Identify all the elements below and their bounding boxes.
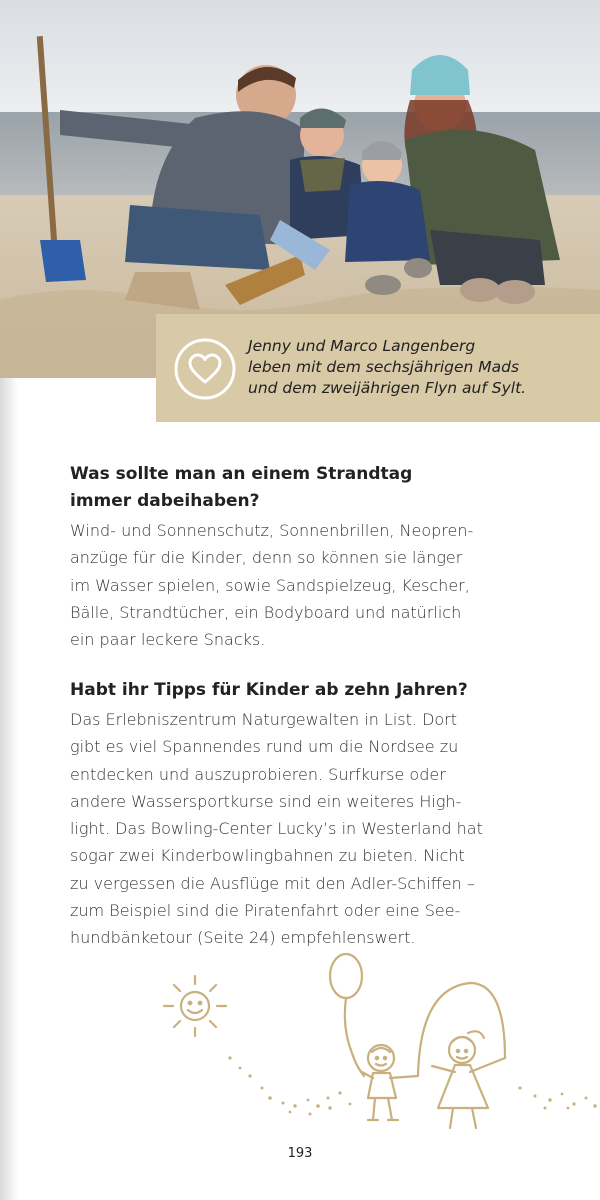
- question-heading: [70, 461, 570, 515]
- question-heading: [70, 677, 570, 704]
- caption-box: [156, 314, 600, 422]
- answer-line: hundbänketour (Seite 24) empfehlenswert.: [70, 928, 416, 948]
- page-number: 193: [287, 1146, 313, 1161]
- answer-line: ein paar leckere Snacks.: [70, 630, 266, 650]
- sun-icon: [164, 976, 226, 1036]
- heart-icon: [174, 338, 236, 400]
- answer-line: im Wasser spielen, sowie Sandspielzeug, Kescher,: [70, 575, 470, 595]
- caption-line: leben mit dem sechsjährigen Mads: [248, 358, 520, 376]
- balloon-icon: [330, 954, 364, 1076]
- answer-line: Bälle, Strandtücher, ein Bodyboard und natürlich: [70, 602, 462, 622]
- photo-caption: [248, 336, 588, 399]
- answer-line: entdecken und auszuprobieren. Surfkurse oder: [70, 764, 446, 784]
- caption-line: Jenny und Marco Langenberg: [248, 337, 476, 355]
- answer-paragraph: [70, 706, 570, 952]
- question-line: Was sollte man an einem Strandtag: [70, 464, 413, 484]
- answer-line: anzüge für die Kinder, denn so können sie länger: [70, 548, 463, 568]
- answer-line: Wind- und Sonnenschutz, Sonnenbrillen, Neopren-: [70, 521, 474, 540]
- answer-line: zu vergessen die Ausflüge mit den Adler-Schiffen –: [70, 873, 475, 893]
- caption-line: und dem zweijährigen Flyn auf Sylt.: [248, 379, 527, 397]
- answer-line: sogar zwei Kinderbowlingbahnen zu bieten. Nicht: [70, 846, 465, 866]
- qa-section-beach-day: [70, 461, 570, 653]
- question-line: immer dabeihaben?: [70, 491, 260, 511]
- answer-line: andere Wassersportkurse sind ein weiteres High-: [70, 791, 462, 811]
- answer-line: Das Erlebniszentrum Naturgewalten in List. Dort: [70, 710, 458, 729]
- kids-sun-balloon-illustration: [150, 948, 600, 1148]
- boy-figure: [362, 1045, 418, 1120]
- girl-figure: [432, 1031, 505, 1128]
- qa-section-tips-older-kids: [70, 677, 570, 952]
- answer-line: zum Beispiel sind die Piratenfahrt oder eine See-: [70, 901, 461, 921]
- question-line: Habt ihr Tipps für Kinder ab zehn Jahren?: [70, 680, 468, 700]
- sand-dots: [228, 1056, 596, 1115]
- answer-line: gibt es viel Spannendes rund um die Nordsee zu: [70, 737, 459, 757]
- answer-paragraph: [70, 517, 570, 653]
- answer-line: light. Das Bowling-Center Lucky’s in Westerland hat: [70, 819, 483, 839]
